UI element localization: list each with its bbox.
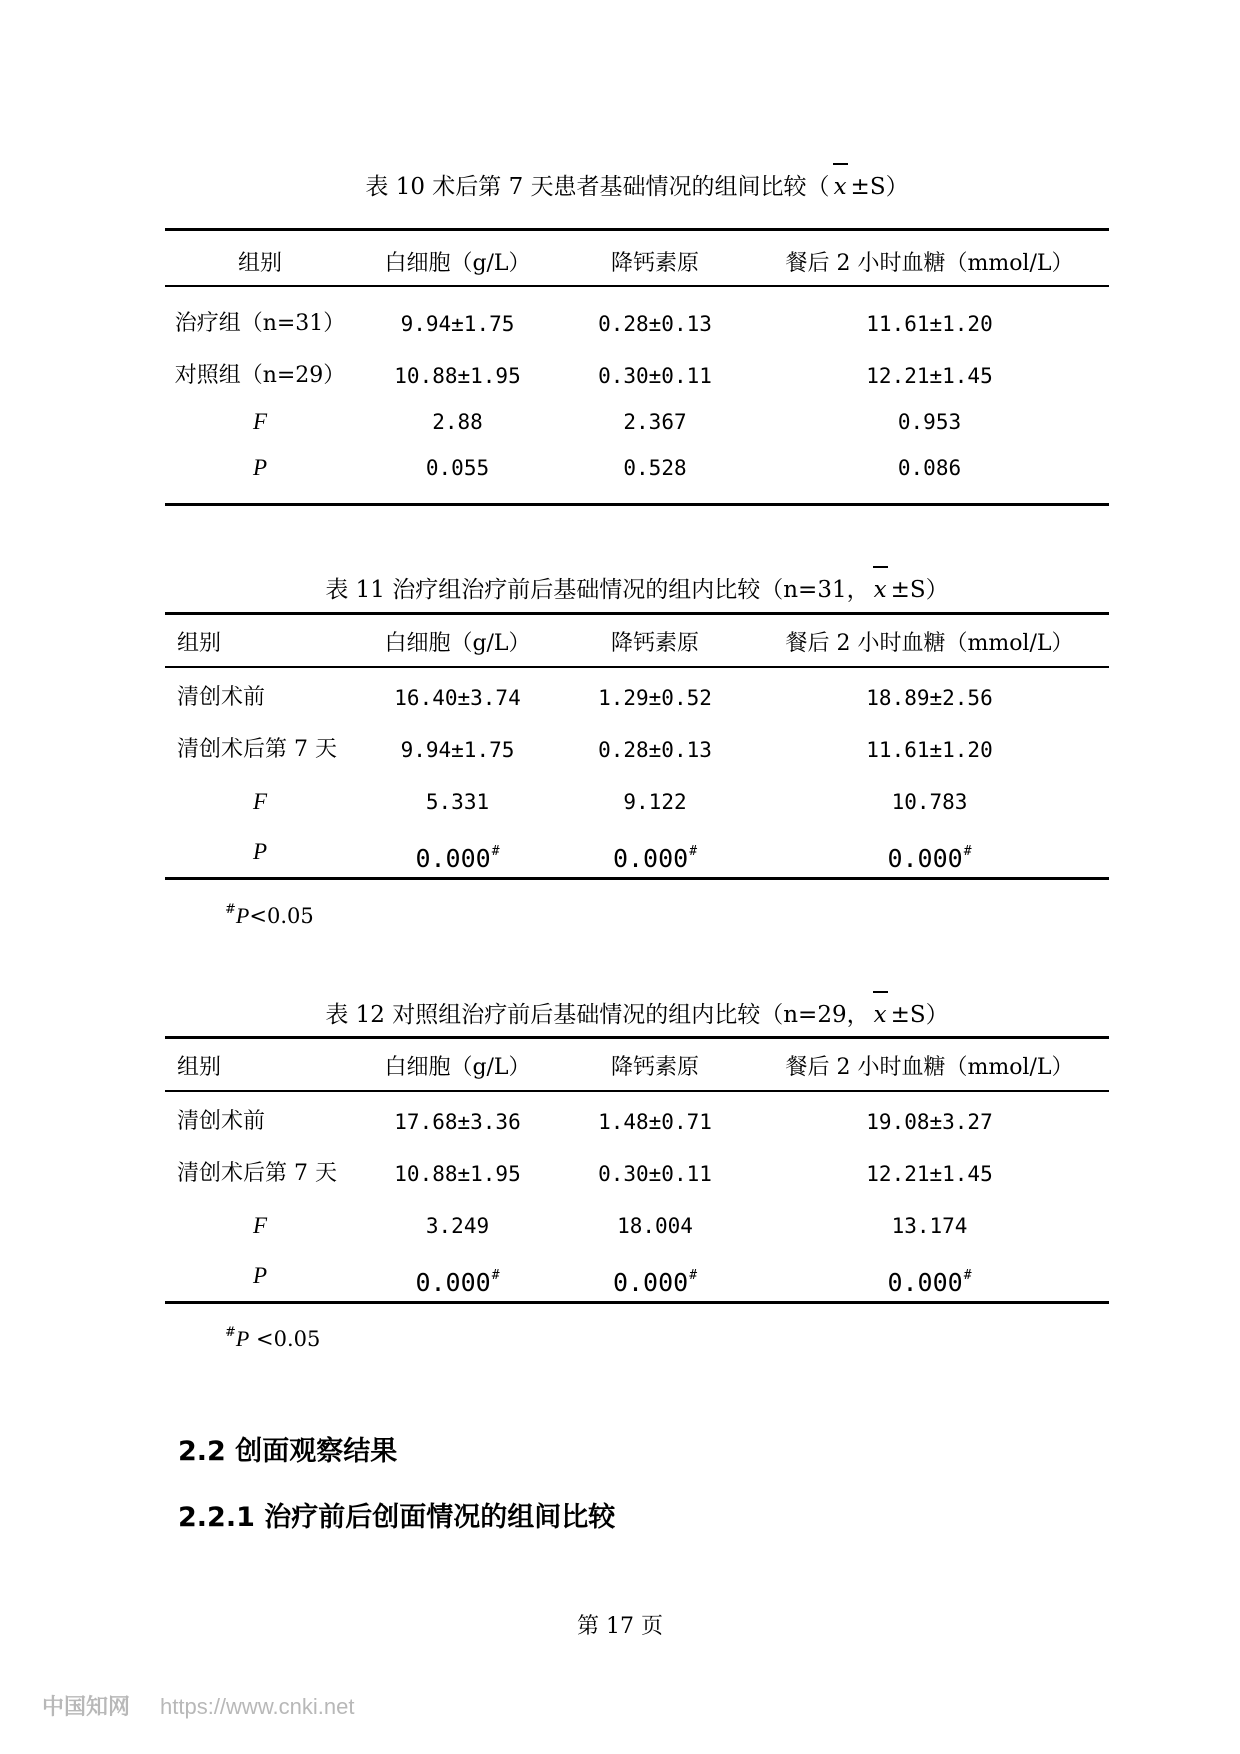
x-bar-symbol: x — [870, 575, 891, 605]
value-cell: 12.21±1.45 — [866, 364, 993, 388]
value-cell: 16.40±3.74 — [394, 686, 521, 710]
table-bottom-rule — [165, 1301, 1109, 1304]
table-row — [165, 1104, 1109, 1140]
p-value: 0.000# — [887, 1268, 972, 1297]
f-value: 5.331 — [425, 790, 490, 814]
table-11-caption: 表 11 治疗组治疗前后基础情况的组内比较（n=31， x ±S） — [325, 577, 949, 603]
watermark — [42, 1690, 354, 1721]
table-12-caption: 表 12 对照组治疗前后基础情况的组内比较（n=29， x ±S） — [325, 1002, 949, 1028]
table-header-row — [165, 246, 1109, 282]
table-row — [165, 306, 1109, 342]
value-cell: 10.88±1.95 — [394, 1162, 521, 1186]
header-cell: 餐后 2 小时血糖（mmol/L） — [785, 1055, 1074, 1080]
value-cell: 0.28±0.13 — [598, 312, 712, 336]
value-cell: 10.88±1.95 — [394, 364, 521, 388]
cnki-logo: 中国知网 — [42, 1694, 131, 1719]
header-cell: 餐后 2 小时血糖（mmol/L） — [785, 251, 1074, 276]
group-cell: 清创术后第 7 天 — [177, 737, 337, 762]
significance-mark: # — [689, 844, 698, 859]
f-value: 18.004 — [617, 1214, 693, 1238]
f-row — [165, 404, 1109, 440]
f-row — [165, 784, 1109, 820]
significance-mark: # — [963, 844, 972, 859]
group-cell: 对照组（n=29） — [174, 363, 346, 388]
table-header-row — [165, 1050, 1109, 1086]
table-header-row — [165, 626, 1109, 662]
value-cell: 1.29±0.52 — [598, 686, 712, 710]
p-value: 0.528 — [623, 456, 687, 480]
f-value: 9.122 — [623, 790, 687, 814]
table-row — [165, 732, 1109, 768]
value-cell: 9.94±1.75 — [400, 738, 515, 762]
f-value: 3.249 — [425, 1214, 490, 1238]
value-cell: 9.94±1.75 — [400, 312, 515, 336]
table-12-footnote: #P <0.05 — [225, 1325, 321, 1351]
f-value: 13.174 — [891, 1214, 968, 1238]
header-cell: 白细胞（g/L） — [384, 1055, 531, 1080]
value-cell: 11.61±1.20 — [866, 312, 993, 336]
p-row — [165, 450, 1109, 486]
table-row — [165, 1156, 1109, 1192]
x-bar-symbol: x — [870, 1000, 891, 1030]
header-cell: 降钙素原 — [610, 631, 699, 656]
f-value: 2.367 — [623, 410, 687, 434]
table-row — [165, 358, 1109, 394]
table-header-rule — [165, 285, 1109, 287]
header-cell: 组别 — [177, 1055, 222, 1080]
subsection-heading: 2.2.1 治疗前后创面情况的组间比较 — [178, 1502, 616, 1533]
p-row — [165, 834, 1109, 873]
x-bar-symbol: x — [830, 172, 851, 202]
table-top-rule — [165, 228, 1109, 231]
header-cell: 组别 — [237, 251, 282, 276]
table-11 — [165, 612, 1109, 882]
page-number: 第 17 页 — [577, 1614, 663, 1639]
watermark-url: https://www.cnki.net — [160, 1694, 355, 1719]
f-value: 0.953 — [897, 410, 962, 434]
p-label: P — [252, 839, 268, 864]
group-cell: 清创术后第 7 天 — [177, 1161, 337, 1186]
table-row — [165, 680, 1109, 716]
f-label: F — [252, 409, 268, 434]
f-label: F — [252, 1213, 268, 1238]
table-header-rule — [165, 666, 1109, 668]
value-cell: 19.08±3.27 — [866, 1110, 993, 1134]
p-label: P — [252, 455, 268, 480]
p-value: 0.000# — [612, 844, 698, 873]
f-value: 2.88 — [432, 410, 483, 434]
table-11-footnote: #P<0.05 — [225, 902, 314, 928]
value-cell: 0.30±0.11 — [598, 1162, 712, 1186]
group-cell: 清创术前 — [177, 685, 266, 710]
header-cell: 白细胞（g/L） — [384, 631, 531, 656]
header-cell: 降钙素原 — [610, 251, 699, 276]
header-cell: 餐后 2 小时血糖（mmol/L） — [785, 631, 1074, 656]
p-value: 0.000# — [415, 1268, 500, 1297]
p-value: 0.000# — [415, 844, 500, 873]
significance-mark: # — [491, 844, 500, 859]
table-10 — [165, 228, 1109, 508]
value-cell: 1.48±0.71 — [598, 1110, 712, 1134]
value-cell: 12.21±1.45 — [866, 1162, 993, 1186]
f-value: 10.783 — [891, 790, 968, 814]
section-heading: 2.2 创面观察结果 — [178, 1436, 398, 1467]
table-bottom-rule — [165, 503, 1109, 506]
header-cell: 降钙素原 — [610, 1055, 699, 1080]
table-top-rule — [165, 1036, 1109, 1039]
significance-mark: # — [963, 1268, 972, 1283]
header-cell: 组别 — [177, 631, 222, 656]
significance-mark: # — [689, 1268, 698, 1283]
table-10-caption: 表 10 术后第 7 天患者基础情况的组间比较（ x ±S） — [365, 174, 909, 200]
table-12 — [165, 1036, 1109, 1306]
value-cell: 18.89±2.56 — [866, 686, 993, 710]
table-top-rule — [165, 612, 1109, 615]
value-cell: 11.61±1.20 — [866, 738, 993, 762]
group-cell: 清创术前 — [177, 1109, 266, 1134]
value-cell: 0.28±0.13 — [598, 738, 712, 762]
f-label: F — [252, 789, 268, 814]
f-row — [165, 1208, 1109, 1244]
value-cell: 0.30±0.11 — [598, 364, 712, 388]
p-value: 0.000# — [612, 1268, 698, 1297]
p-label: P — [252, 1263, 268, 1288]
header-cell: 白细胞（g/L） — [384, 251, 531, 276]
significance-mark: # — [491, 1268, 500, 1283]
p-value: 0.055 — [425, 456, 490, 480]
value-cell: 17.68±3.36 — [394, 1110, 521, 1134]
table-header-rule — [165, 1090, 1109, 1092]
p-row — [165, 1258, 1109, 1297]
p-value: 0.000# — [887, 844, 972, 873]
table-bottom-rule — [165, 877, 1109, 880]
group-cell: 治疗组（n=31） — [174, 311, 346, 336]
p-value: 0.086 — [897, 456, 962, 480]
